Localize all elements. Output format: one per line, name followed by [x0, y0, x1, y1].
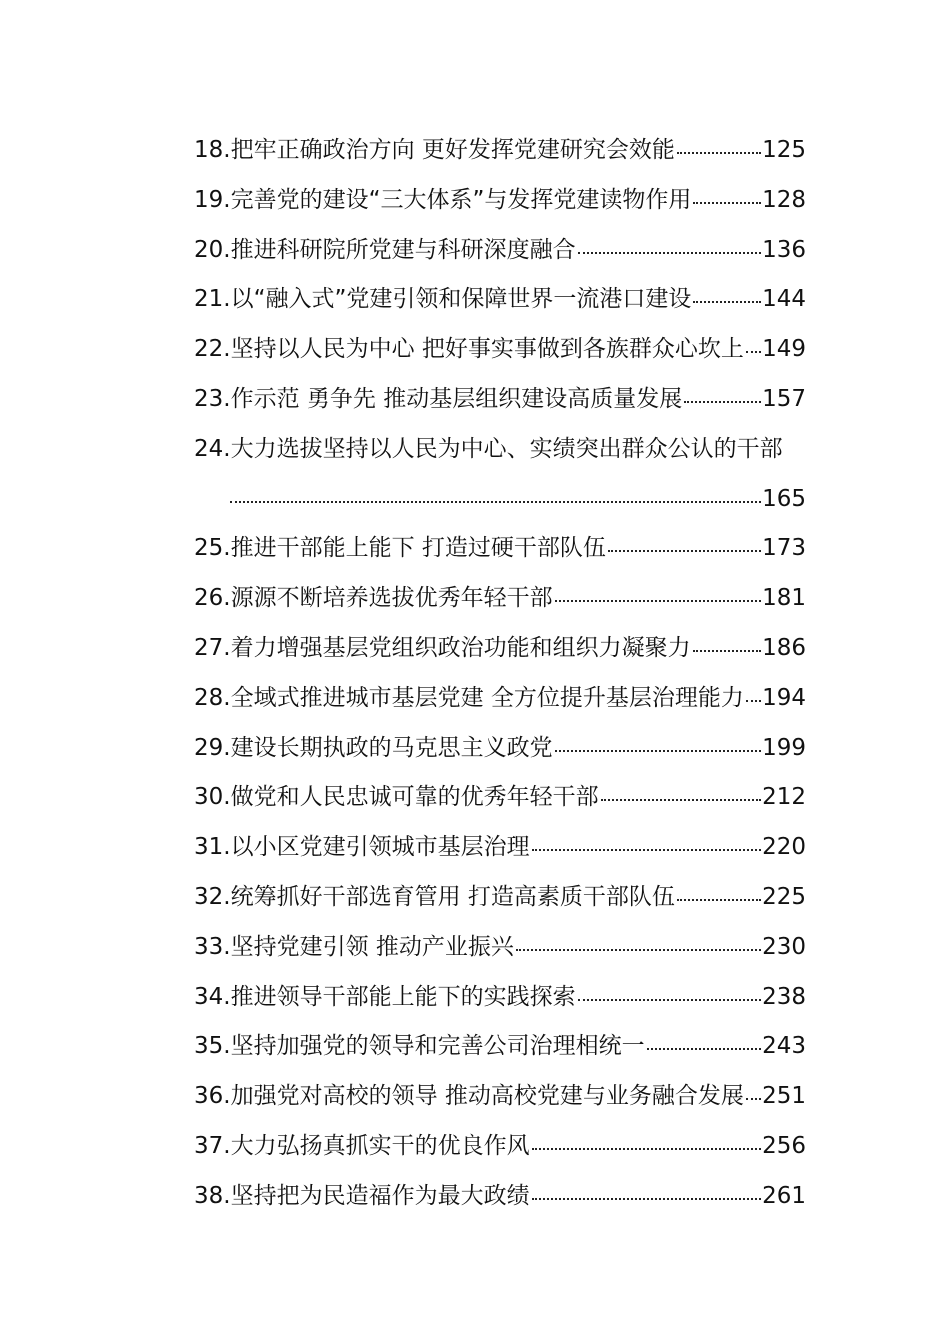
toc-entry-number: 19. [194, 186, 231, 213]
dot-leader [693, 300, 761, 303]
toc-entry-number: 25. [194, 535, 231, 562]
toc-entry-title: 以小区党建引领城市基层治理 [230, 834, 530, 861]
toc-entry [194, 724, 806, 774]
toc-entry [194, 375, 806, 425]
toc-entry-page: 194 [762, 684, 806, 711]
toc-entry-page: 225 [762, 883, 806, 910]
toc-entry-title: 作示范 勇争先 推动基层组织建设高质量发展 [230, 385, 683, 412]
dot-leader [693, 201, 761, 204]
toc-entry-number: 28. [194, 684, 231, 711]
dot-leader [230, 500, 761, 503]
toc-entry [194, 624, 806, 674]
toc-entry-page: 149 [762, 336, 806, 363]
dot-leader [555, 599, 762, 602]
toc-entry-number: 31. [194, 834, 231, 861]
toc-entry-number: 27. [194, 634, 231, 661]
dot-leader [684, 400, 761, 403]
toc-entry-title: 推进领导干部能上能下的实践探索 [230, 983, 576, 1010]
toc-entry-number: 24. [194, 435, 231, 462]
toc-entry-title: 完善党的建设“三大体系”与发挥党建读物作用 [230, 186, 692, 213]
toc-entry-page: 243 [762, 1033, 806, 1060]
toc-entry [194, 823, 806, 873]
toc-entry-title: 把牢正确政治方向 更好发挥党建研究会效能 [230, 137, 675, 163]
toc-entry [194, 524, 806, 574]
toc-entry-number: 37. [194, 1132, 231, 1159]
toc-entry-title: 推进科研院所党建与科研深度融合 [230, 236, 576, 263]
toc-entry-page: 144 [762, 286, 806, 313]
toc-entry-page: 186 [762, 634, 806, 661]
toc-entry-title: 建设长期执政的马克思主义政党 [230, 734, 553, 761]
toc-entry [194, 176, 806, 226]
toc-entry [194, 1072, 806, 1122]
toc-entry [194, 325, 806, 375]
toc-entry [194, 773, 806, 823]
dot-leader [647, 1047, 762, 1050]
toc-entry-page: 251 [762, 1083, 806, 1110]
table-of-contents [194, 126, 806, 1222]
dot-leader [532, 1147, 762, 1150]
toc-entry [194, 1172, 806, 1222]
toc-entry-page: 238 [762, 983, 806, 1010]
toc-entry [194, 923, 806, 973]
toc-entry-page: 256 [762, 1132, 806, 1159]
toc-entry-page: 230 [762, 933, 806, 960]
toc-entry-title: 坚持以人民为中心 把好事实事做到各族群众心坎上 [230, 336, 744, 363]
toc-entry-number: 32. [194, 883, 231, 910]
toc-entry-number: 35. [194, 1033, 231, 1060]
toc-entry [194, 1122, 806, 1172]
dot-leader [578, 251, 762, 254]
dot-leader [746, 350, 761, 353]
toc-entry-number: 23. [194, 385, 231, 412]
dot-leader [693, 649, 762, 652]
toc-entry-page: 199 [762, 734, 806, 761]
dot-leader [677, 898, 761, 901]
toc-entry-title: 推进干部能上能下 打造过硬干部队伍 [230, 535, 606, 562]
toc-entry-title: 做党和人民忠诚可靠的优秀年轻干部 [230, 784, 599, 811]
toc-entry-title: 以“融入式”党建引领和保障世界一流港口建设 [230, 286, 692, 313]
toc-entry-title: 坚持党建引领 推动产业振兴 [230, 933, 514, 960]
toc-entry [194, 275, 806, 325]
toc-entry-number: 36. [194, 1083, 231, 1110]
toc-entry-title: 全域式推进城市基层党建 全方位提升基层治理能力 [230, 684, 744, 711]
toc-entry-number: 18. [194, 137, 231, 163]
toc-entry-number: 33. [194, 933, 231, 960]
toc-entry-title: 加强党对高校的领导 推动高校党建与业务融合发展 [230, 1083, 744, 1110]
toc-entry-title: 源源不断培养选拔优秀年轻干部 [230, 585, 553, 612]
toc-entry [194, 425, 806, 525]
toc-entry-title: 坚持把为民造福作为最大政绩 [230, 1182, 530, 1209]
toc-entry-title: 大力选拔坚持以人民为中心、实绩突出群众公认的干部 [230, 435, 783, 462]
dot-leader [746, 1097, 761, 1100]
toc-entry-page: 261 [762, 1182, 806, 1209]
dot-leader [555, 749, 762, 752]
toc-entry-page: 157 [762, 385, 806, 412]
dot-leader [608, 549, 761, 552]
dot-leader [532, 1197, 762, 1200]
toc-entry-title: 大力弘扬真抓实干的优良作风 [230, 1132, 530, 1159]
toc-entry-page: 181 [762, 585, 806, 612]
toc-entry-page: 136 [762, 236, 806, 263]
toc-entry-number: 21. [194, 286, 231, 313]
dot-leader [677, 151, 761, 154]
dot-leader [516, 948, 761, 951]
toc-entry-page: 173 [762, 535, 806, 562]
toc-entry-number: 30. [194, 784, 231, 811]
dot-leader [746, 699, 761, 702]
toc-entry [194, 674, 806, 724]
toc-entry [194, 1022, 806, 1072]
toc-entry-number: 38. [194, 1182, 231, 1209]
toc-entry [194, 873, 806, 923]
toc-entry [194, 973, 806, 1023]
toc-entry-page: 125 [762, 137, 806, 163]
toc-entry-page: 128 [762, 186, 806, 213]
toc-entry-title: 统筹抓好干部选育管用 打造高素质干部队伍 [230, 883, 675, 910]
toc-entry-number: 22. [194, 336, 231, 363]
dot-leader [601, 798, 762, 801]
toc-entry-page: 165 [762, 485, 806, 512]
toc-entry-page: 220 [762, 834, 806, 861]
dot-leader [532, 848, 762, 851]
toc-entry-number: 34. [194, 983, 231, 1010]
dot-leader [578, 998, 762, 1001]
toc-entry-number: 29. [194, 734, 231, 761]
toc-entry-title: 着力增强基层党组织政治功能和组织力凝聚力 [230, 634, 691, 661]
toc-entry [194, 574, 806, 624]
toc-entry [194, 226, 806, 276]
toc-entry-title: 坚持加强党的领导和完善公司治理相统一 [230, 1033, 645, 1060]
toc-entry [194, 126, 806, 176]
toc-entry-page: 212 [762, 784, 806, 811]
toc-entry-number: 20. [194, 236, 231, 263]
toc-entry-number: 26. [194, 585, 231, 612]
